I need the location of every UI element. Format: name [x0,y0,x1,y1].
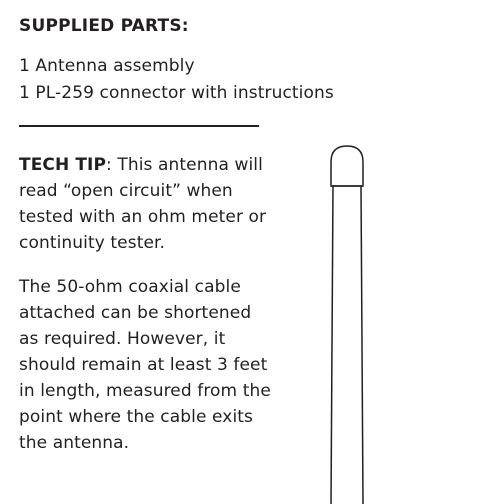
antenna-illustration [322,140,378,504]
supplied-parts-list [19,53,334,107]
antenna-shaft-left [331,186,333,504]
tech-tip-label: TECH TIP [19,155,107,175]
part-item-antenna: 1 Antenna assembly [19,56,195,76]
antenna-tip-cap [331,146,363,186]
part-item-connector: 1 PL-259 connector with instructions [19,83,334,103]
cable-length-paragraph: The 50-ohm coaxial cable attached can be shortened as required. However, it should remain at least 3 feet in length, measured from the point where the cable exits the antenna. [19,277,271,453]
tech-tip-text: : This antenna will read “open circuit” when tested with an ohm meter or continuity tester. [19,155,267,253]
supplied-parts-heading: SUPPLIED PARTS: [19,16,189,36]
tech-tip-paragraph [19,152,274,256]
section-divider [19,125,259,127]
antenna-shaft-right [361,186,363,504]
